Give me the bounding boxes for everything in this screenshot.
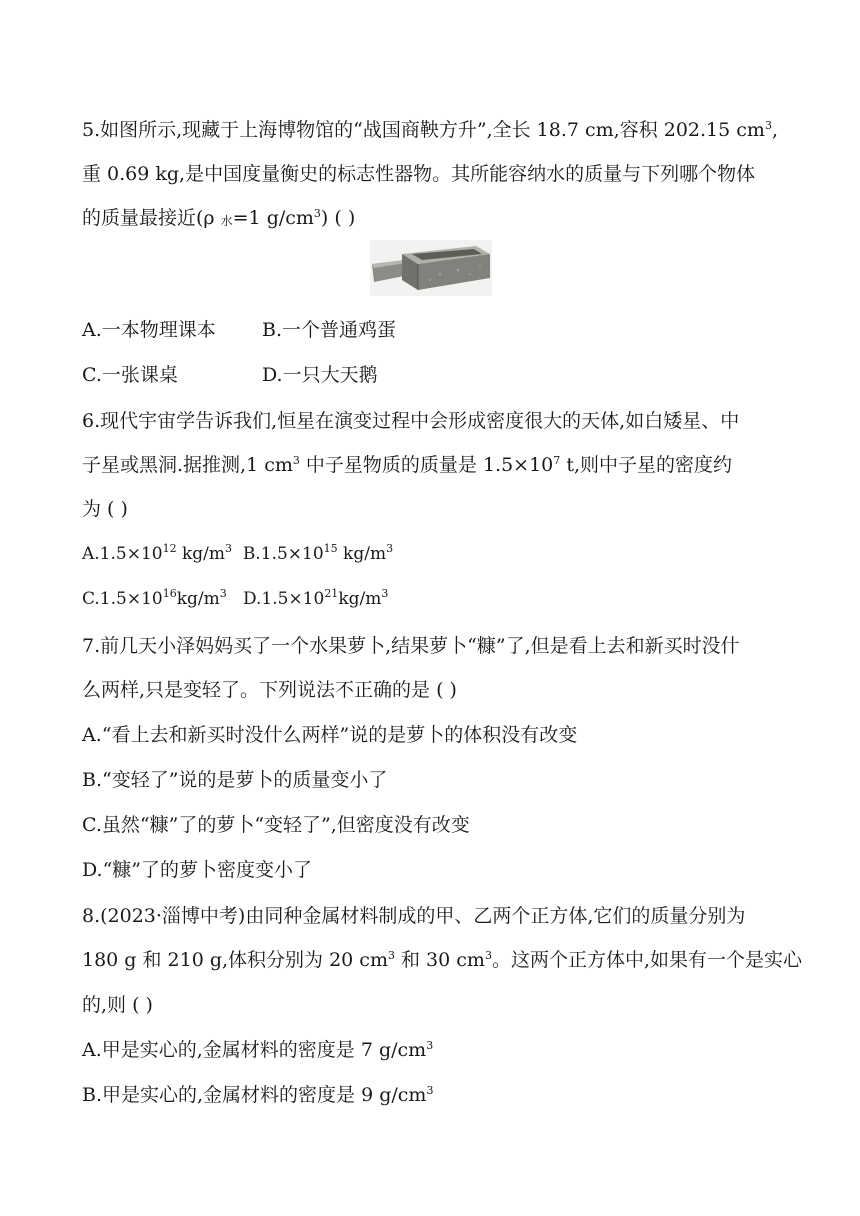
q6-line-3: 为 ( ) xyxy=(82,498,128,520)
q5-options-row-2 xyxy=(82,363,378,387)
q5-line-3 xyxy=(82,206,355,230)
q5-text: 5.如图所示,现藏于上海博物馆的“战国商鞅方升”,全长 18.7 cm,容积 202.15 cm xyxy=(82,119,765,141)
superscript: 3 xyxy=(387,949,395,962)
unit: kg/m xyxy=(176,589,220,609)
q6-option-b-base: B.1.5×10 xyxy=(242,544,324,564)
superscript: 7 xyxy=(553,454,561,467)
exponent: 15 xyxy=(323,542,338,555)
superscript: 3 xyxy=(313,207,321,220)
bronze-measuring-vessel-icon xyxy=(370,240,492,296)
q8-line-2 xyxy=(82,948,802,972)
q5-option-d[interactable]: D.一只大天鹅 xyxy=(262,364,378,386)
q6-option-d[interactable] xyxy=(243,589,388,609)
superscript: 3 xyxy=(219,587,227,600)
q6-line-2 xyxy=(82,453,732,477)
superscript: 3 xyxy=(484,949,492,962)
q7-option-c[interactable]: C.虽然“糠”了的萝卜“变轻了”,但密度没有改变 xyxy=(82,814,470,836)
exponent: 12 xyxy=(162,542,177,555)
q7-option-a[interactable]: A.“看上去和新买时没什么两样”说的是萝卜的体积没有改变 xyxy=(82,724,578,746)
q8-option-b-text: B.甲是实心的,金属材料的密度是 9 g/cm xyxy=(82,1084,427,1106)
superscript: 3 xyxy=(426,1084,434,1097)
q7-option-d[interactable]: D.“糠”了的萝卜密度变小了 xyxy=(82,859,313,881)
q8-line-1: 8.(2023·淄博中考)由同种金属材料制成的甲、乙两个正方体,它们的质量分别为 xyxy=(82,905,746,927)
unit: kg/m xyxy=(337,544,387,564)
exponent: 16 xyxy=(162,587,177,600)
q6-options-row-1 xyxy=(82,542,393,566)
superscript: 3 xyxy=(386,542,394,555)
q5-line-2: 重 0.69 kg,是中国度量衡史的标志性器物。其所能容纳水的质量与下列哪个物体 xyxy=(82,163,756,185)
q5-option-b[interactable]: B.一个普通鸡蛋 xyxy=(262,319,397,341)
q5-option-c[interactable]: C.一张课桌 xyxy=(82,364,178,386)
q7-option-b[interactable]: B.“变轻了”说的是萝卜的质量变小了 xyxy=(82,769,388,791)
q7-line-2: 么两样,只是变轻了。下列说法不正确的是 ( ) xyxy=(82,679,457,701)
q7-line-1: 7.前几天小泽妈妈买了一个水果萝卜,结果萝卜“糠”了,但是看上去和新买时没什 xyxy=(82,635,740,657)
q6-text: t,则中子星的密度约 xyxy=(560,454,732,476)
subscript: 水 xyxy=(220,214,233,228)
q6-option-c[interactable] xyxy=(82,589,227,609)
q6-option-c-base: C.1.5×10 xyxy=(82,589,163,609)
superscript: 3 xyxy=(225,542,233,555)
q5-line-1 xyxy=(82,118,778,142)
unit: kg/m xyxy=(176,544,226,564)
superscript: 3 xyxy=(426,1039,434,1052)
q5-text: ) ( ) xyxy=(320,207,356,229)
q5-options-row-1 xyxy=(82,318,396,342)
q6-option-b[interactable] xyxy=(243,544,393,564)
q8-option-a-text: A.甲是实心的,金属材料的密度是 7 g/cm xyxy=(82,1039,427,1061)
exponent: 21 xyxy=(324,587,339,600)
q6-option-d-base: D.1.5×10 xyxy=(242,589,325,609)
q6-option-a[interactable] xyxy=(82,544,232,564)
q6-option-a-base: A.1.5×10 xyxy=(82,544,163,564)
q6-text: 中子星物质的质量是 1.5×10 xyxy=(299,454,554,476)
q5-text: 的质量最接近(ρ xyxy=(82,207,221,229)
q5-option-a[interactable]: A.一本物理课本 xyxy=(82,319,216,341)
q6-text: 子星或黑洞.据推测,1 cm xyxy=(82,454,293,476)
q8-text: 。这两个正方体中,如果有一个是实心 xyxy=(491,949,802,971)
superscript: 3 xyxy=(292,454,300,467)
q5-text: , xyxy=(771,119,778,141)
unit: kg/m xyxy=(338,589,382,609)
q8-text: 和 30 cm xyxy=(394,949,485,971)
vessel-figure-svg xyxy=(370,240,492,296)
superscript: 3 xyxy=(764,119,772,132)
q8-option-b[interactable] xyxy=(82,1083,433,1107)
q8-option-a[interactable] xyxy=(82,1038,433,1062)
q6-line-1: 6.现代宇宙学告诉我们,恒星在演变过程中会形成密度很大的天体,如白矮星、中 xyxy=(82,410,740,432)
q5-text: =1 g/cm xyxy=(232,207,314,229)
q8-text: 180 g 和 210 g,体积分别为 20 cm xyxy=(82,949,388,971)
q6-options-row-2 xyxy=(82,587,388,611)
q8-line-3: 的,则 ( ) xyxy=(82,994,153,1016)
superscript: 3 xyxy=(381,587,389,600)
